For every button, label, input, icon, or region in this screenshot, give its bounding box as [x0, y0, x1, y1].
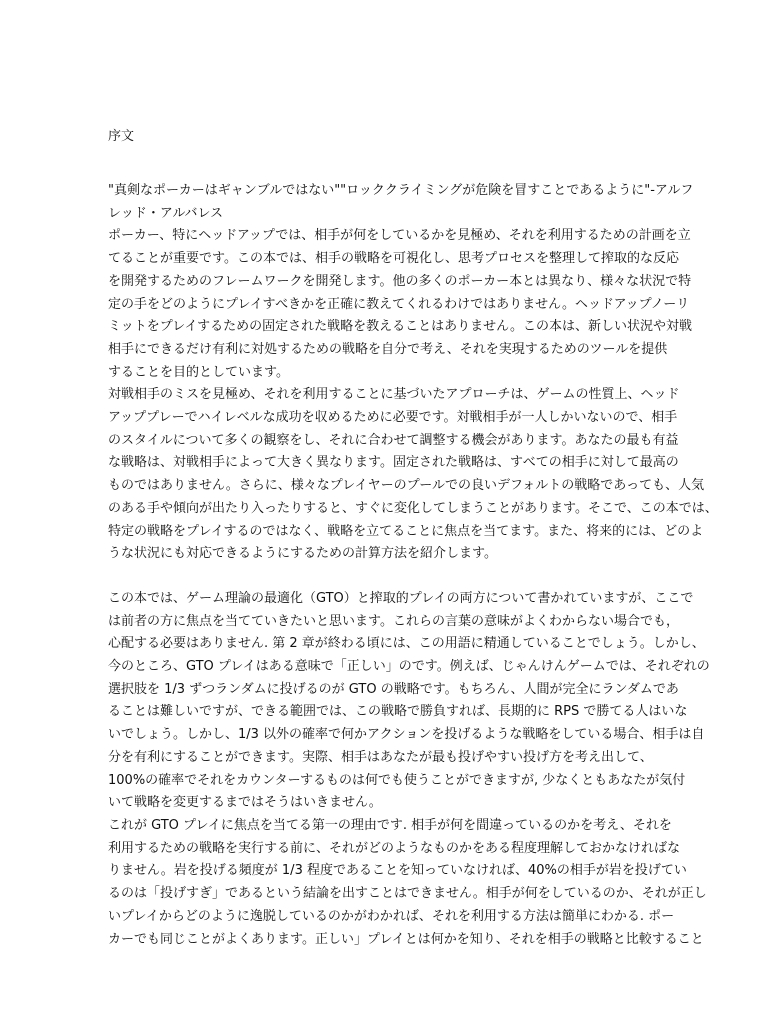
paragraph-2	[108, 384, 718, 566]
text-line: うな状況にも対応できるようにするための計算方法を紹介します。	[108, 546, 497, 562]
spacer	[108, 148, 688, 180]
paragraph-1	[108, 225, 692, 384]
text-line: のある手や傾向が出たり入ったりすると、すぐに変化してしまうことがあります。そこで、この本では、	[108, 500, 718, 516]
text-line: ミットをプレイするための固定された戦略を教えることはありません。この本は、新しい状況や対戦	[108, 319, 692, 335]
text-line: りません。岩を投げる頻度が 1/3 程度であることを知っていなければ、40%の相手が岩を投げてい	[108, 863, 687, 879]
text-line: いプレイからどのように逸脱しているのかがわかれば、それを利用する方法は簡単にわかる. ポー	[108, 908, 675, 924]
text-line: 対戦相手のミスを見極め、それを利用することに基づいたアプローチは、ゲームの性質上、ヘッド	[108, 387, 680, 403]
page-title: 序文	[108, 129, 135, 144]
text-line: てることが重要です。この本では、相手の戦略を可視化し、思考プロセスを整理して搾取的な反応	[108, 251, 679, 267]
text-line: 今のところ、GTO プレイはある意味で「正しい」のです。例えば、じゃんけんゲームでは、それぞれの	[108, 659, 710, 675]
text-line: 100%の確率でそれをカウンターするものは何でも使うことができますが, 少なくともあなたが気付	[108, 772, 686, 788]
text-line: 分を有利にすることができます。実際、相手はあなたが最も投げやすい投げ方を考え出して、	[108, 749, 653, 765]
text-line: 心配する必要はありません. 第 2 章が終わる頃には、この用語に精通していることでしょう。しかし、	[108, 636, 705, 652]
text-line: ポーカー、特にヘッドアップでは、相手が何をしているかを見極め、それを利用するための計画を立	[108, 228, 691, 244]
paragraph-3	[108, 588, 710, 815]
text-line: カーでも同じことがよくあります。正しい」プレイとは何かを知り、それを相手の戦略と比較すること	[108, 931, 704, 947]
paragraph-gap	[108, 566, 688, 588]
text-line: することを目的としています。	[108, 364, 289, 380]
text-line: アッププレーでハイレベルな成功を収めるために必要です。対戦相手が一人しかいないので、相手	[108, 410, 678, 426]
text-line: のスタイルについて多くの観察をし、それに合わせて調整する機会があります。あなたの最も有益	[108, 432, 679, 448]
text-line: 特定の戦略をプレイするのではなく、戦略を立てることに焦点を当てます。また、将来的には、どのよ	[108, 523, 704, 539]
text-line: これが GTO プレイに焦点を当てる第一の理由です. 相手が何を間違っているのかを考え、それを	[108, 817, 672, 833]
text-line: るのは「投げすぎ」であるという結論を出すことはできません。相手が何をしているのか、それが正し	[108, 886, 707, 902]
text-line: いでしょう。しかし、1/3 以外の確率で何かアクションを投げるような戦略をしている場合、相手は自	[108, 727, 705, 743]
text-line: 定の手をどのようにプレイすべきかを正確に教えてくれるわけではありません。ヘッドアップノーリ	[108, 296, 690, 312]
text-line: な戦略は、対戦相手によって大きく異なります。固定された戦略は、すべての相手に対して最高の	[108, 455, 679, 471]
paragraph-4	[108, 815, 707, 951]
epigraph-quote	[108, 180, 694, 225]
text-line: 選択肢を 1/3 ずつランダムに投げるのが GTO の戦略です。もちろん、人間が完全にランダムであ	[108, 681, 679, 697]
text-line: "真剣なポーカーはギャンブルではない""ロッククライミングが危険を冒すことであるように"-アルフ	[108, 183, 694, 198]
text-line: 相手にできるだけ有利に対処するための戦略を自分で考え、それを実現するためのツールを提供	[108, 341, 668, 357]
text-line: レッド・アルバレス	[108, 205, 224, 221]
text-line: は前者の方に焦点を当てていきたいと思います。これらの言葉の意味がよくわからない場合でも，	[108, 613, 679, 629]
text-line: ることは難しいですが、できる範囲では、この戦略で勝負すれば、長期的に RPS で勝てる人はいな	[108, 704, 688, 720]
text-line: この本では、ゲーム理論の最適化（GTO）と搾取的プレイの両方について書かれていますが、ここで	[108, 590, 694, 606]
text-line: ものではありません。さらに、様々なプレイヤーのプールでの良いデフォルトの戦略であっても、人気	[108, 478, 705, 494]
text-line: いて戦略を変更するまではそうはいきません。	[108, 795, 382, 811]
text-line: を開発するためのフレームワークを開発します。他の多くのポーカー本とは異なり、様々な状況で特	[108, 273, 692, 289]
text-line: 利用するための戦略を実行する前に、それがどのようなものかをある程度理解しておかなければな	[108, 840, 681, 856]
